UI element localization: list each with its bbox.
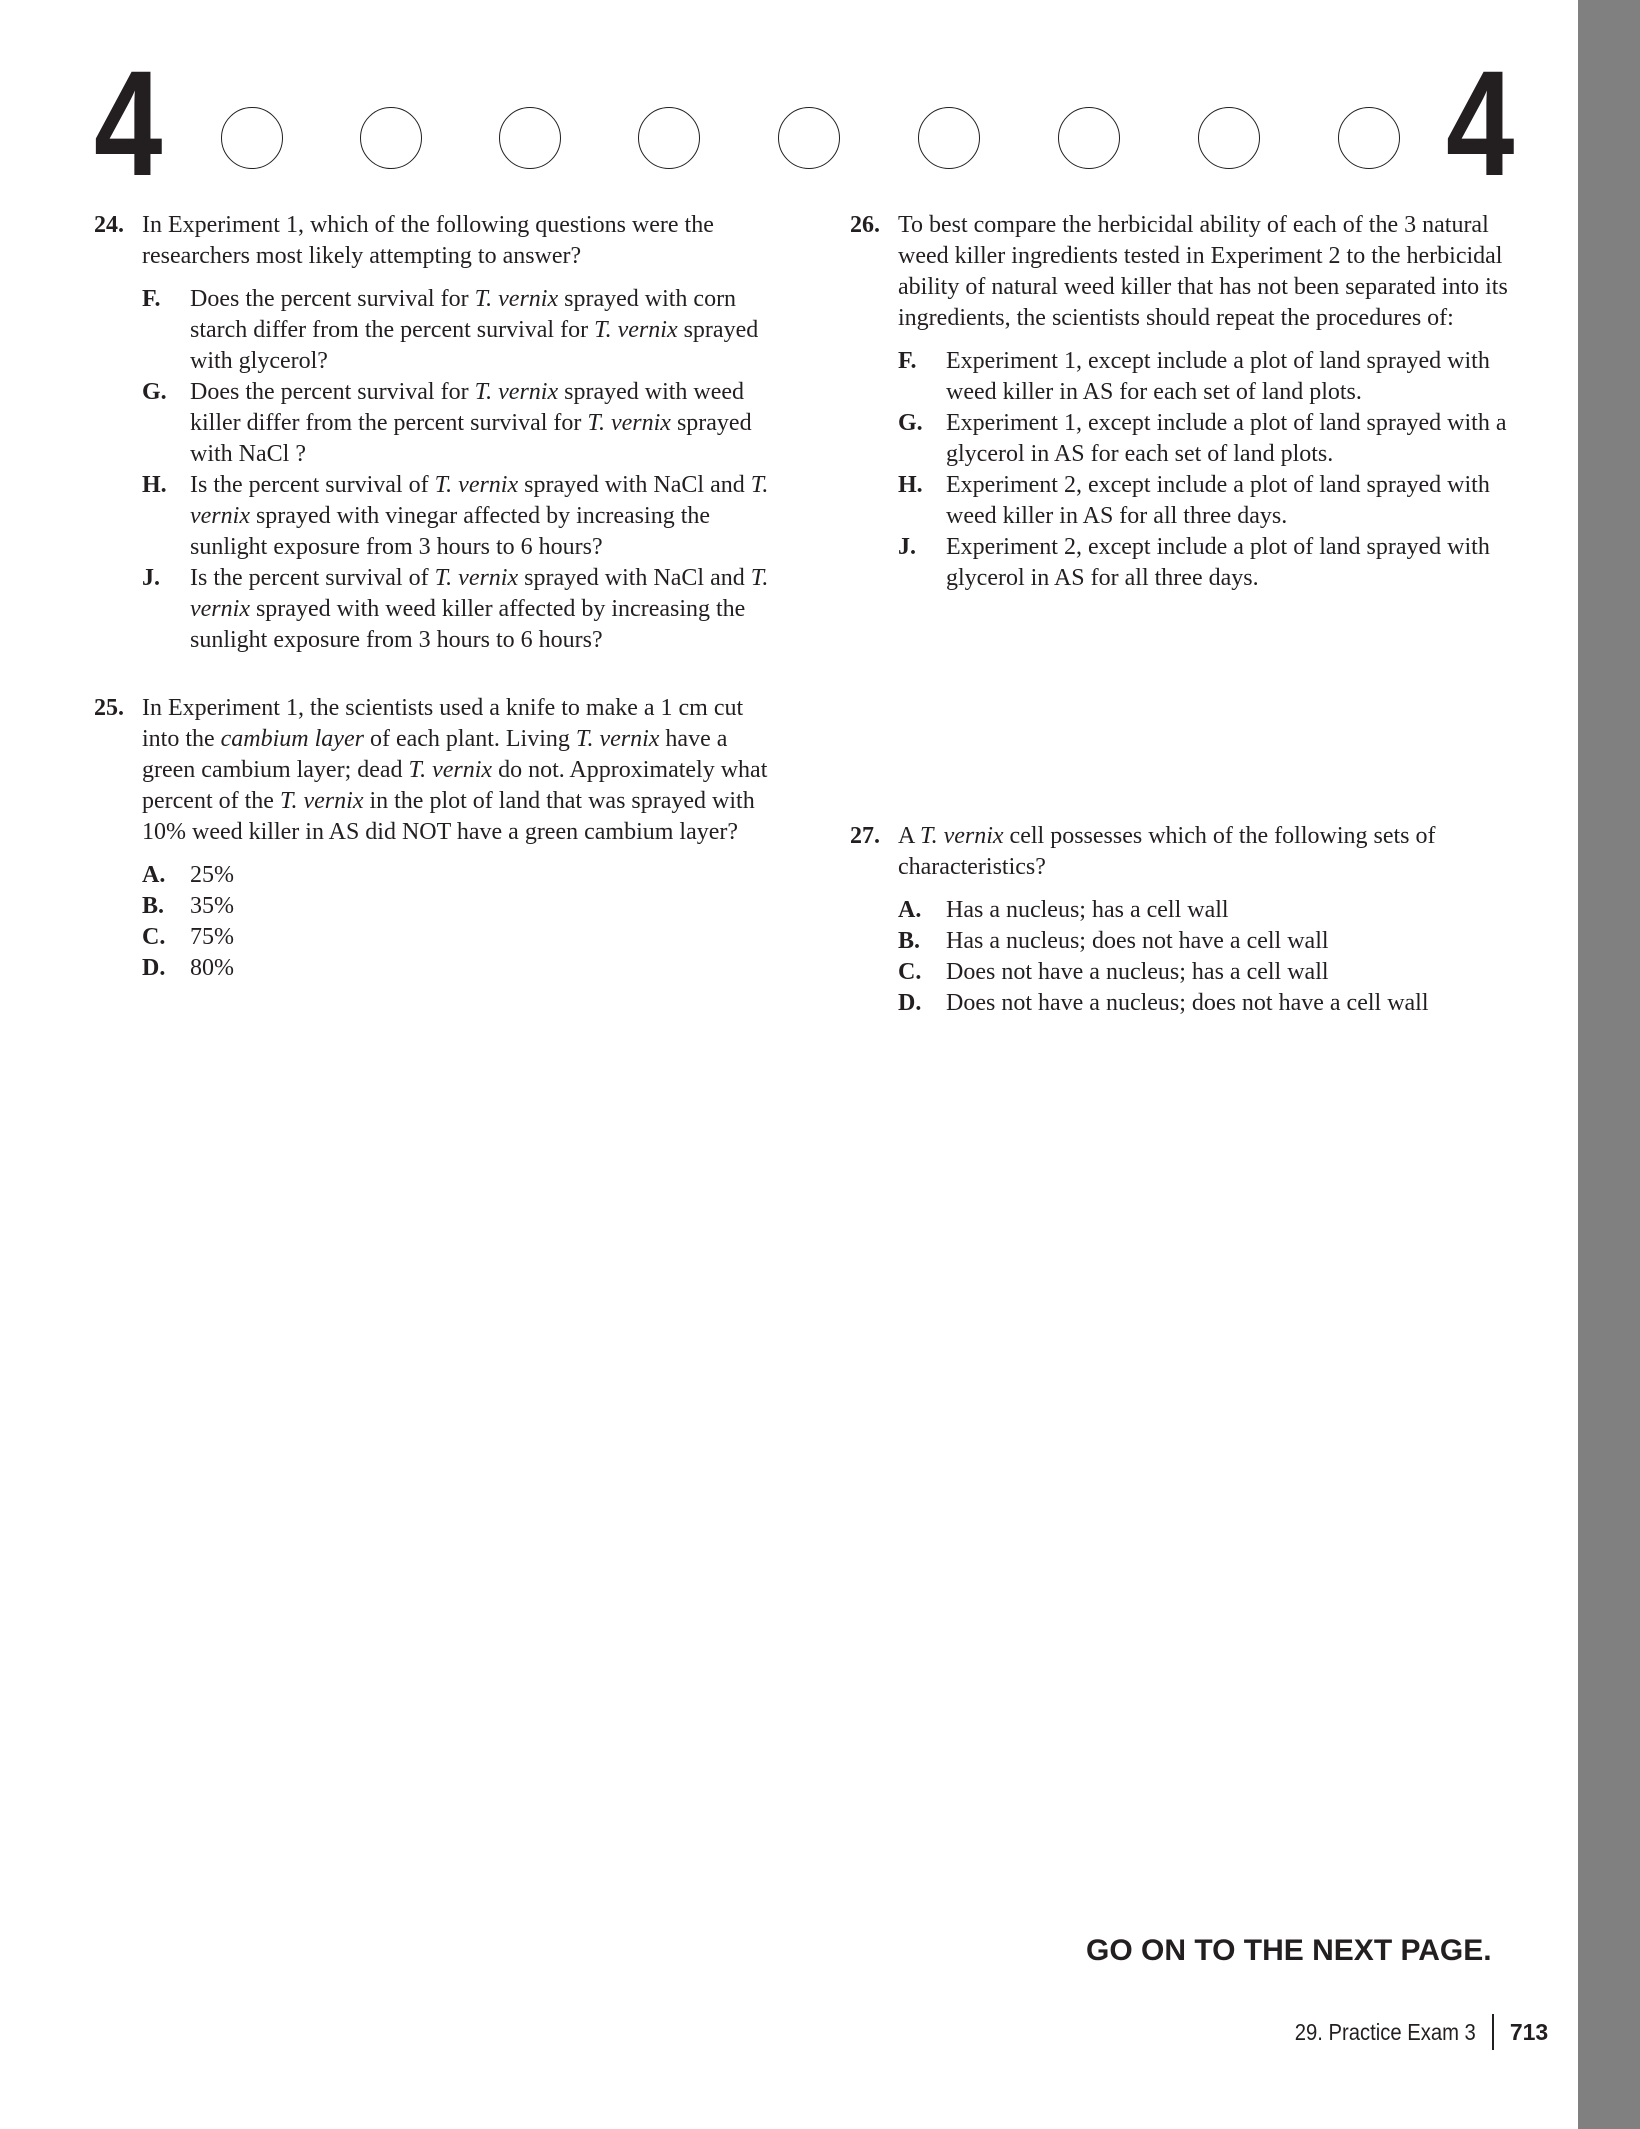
species-name: T. vernix: [474, 286, 559, 312]
question-number: 27.: [850, 823, 880, 849]
decorative-circle: [1338, 107, 1400, 169]
choice-letter: C.: [898, 959, 922, 985]
species-name: T. vernix: [920, 823, 1004, 849]
choice-text: 35%: [190, 893, 234, 919]
question-stem: In Experiment 1, which of the following questions were the researchers most likely attempting to answer?: [142, 212, 714, 269]
choice-letter: B.: [142, 893, 165, 919]
choice-letter: J.: [898, 534, 916, 560]
section-number-right: 4: [1446, 39, 1515, 207]
choice-letter: D.: [898, 990, 922, 1016]
decorative-circle: [360, 107, 422, 169]
answer-choice-f[interactable]: [850, 346, 1540, 408]
choice-text: Does not have a nucleus; does not have a cell wall: [946, 990, 1429, 1016]
species-name: T. vernix: [594, 317, 678, 343]
choice-letter: H.: [142, 472, 167, 498]
question-stem: To best compare the herbicidal ability of each of the 3 natural weed killer ingredients tested in Experiment 2 to the herbicidal ability of natural weed killer that has not been separated into its ingredients, the scientists should repeat the procedures of:: [898, 212, 1508, 331]
choice-letter: C.: [142, 924, 166, 950]
answer-choices: [94, 860, 784, 984]
choice-letter: A.: [898, 897, 922, 923]
page-number: 713: [1509, 2018, 1549, 2045]
species-name: T. vernix: [408, 757, 493, 783]
question-27: [850, 821, 1540, 1019]
answer-choice-a[interactable]: [850, 895, 1540, 926]
choice-letter: A.: [142, 862, 166, 888]
species-name: T. vernix: [434, 565, 519, 591]
choice-text: Has a nucleus; has a cell wall: [946, 897, 1229, 923]
decorative-circle: [778, 107, 840, 169]
choice-letter: D.: [142, 955, 166, 981]
choice-text: 25%: [190, 862, 234, 888]
question-number: 25.: [94, 695, 124, 721]
answer-choice-f[interactable]: F. Does the percent survival for T. vernix sprayed with corn starch differ from the percent survival for T. vernix sprayed with glycerol?: [142, 286, 759, 374]
answer-choices: [850, 346, 1540, 594]
species-name: T. vernix: [190, 565, 769, 622]
answer-choice-d[interactable]: [94, 953, 784, 984]
choice-letter: G.: [898, 410, 923, 436]
choice-text: Experiment 1, except include a plot of land sprayed with weed killer in AS for each set of land plots.: [946, 348, 1490, 405]
answer-choice-c[interactable]: [94, 922, 784, 953]
answer-choice-a[interactable]: [94, 860, 784, 891]
answer-choice-h[interactable]: [850, 470, 1540, 532]
choice-text: Experiment 2, except include a plot of land sprayed with weed killer in AS for all three days.: [946, 472, 1490, 529]
choice-text: 80%: [190, 955, 234, 981]
choice-text: Does not have a nucleus; has a cell wall: [946, 959, 1329, 985]
species-name: T. vernix: [575, 726, 660, 752]
question-stem: A T. vernix cell possesses which of the following sets of characteristics?: [898, 823, 1436, 880]
answer-choice-g[interactable]: G. Does the percent survival for T. vernix sprayed with weed killer differ from the percent survival for T. vernix sprayed with NaCl ?: [142, 379, 752, 467]
question-stem: In Experiment 1, the scientists used a knife to make a 1 cm cut into the cambium layer of each plant. Living T. vernix have a green cambium layer; dead T. vernix do not. Approximately what percent of the T. vernix in the plot of land that was sprayed with 10% weed killer in AS did NOT have a green cambium layer?: [142, 695, 768, 845]
answer-choices: [94, 284, 784, 656]
section-header: [0, 0, 1578, 207]
question-24: [94, 210, 784, 656]
answer-choice-g[interactable]: [850, 408, 1540, 470]
species-name: T. vernix: [474, 379, 559, 405]
answer-choice-d[interactable]: [850, 988, 1540, 1019]
choice-letter: F.: [142, 286, 161, 312]
go-on-next-page: GO ON TO THE NEXT PAGE.: [1086, 1934, 1492, 1967]
choice-text: Has a nucleus; does not have a cell wall: [946, 928, 1329, 954]
section-number-left: 4: [94, 39, 163, 207]
answer-choice-h[interactable]: H. Is the percent survival of T. vernix sprayed with NaCl and T. vernix sprayed with vinegar affected by increasing the sunlight exposure from 3 hours to 6 hours?: [142, 472, 769, 560]
answer-choices: [850, 895, 1540, 1019]
decorative-circle: [1058, 107, 1120, 169]
page-footer: [1270, 2014, 1548, 2050]
species-name: T. vernix: [279, 788, 364, 814]
question-number: 26.: [850, 212, 880, 238]
answer-choice-j[interactable]: [850, 532, 1540, 594]
choice-letter: J.: [142, 565, 160, 591]
answer-choice-b[interactable]: [94, 891, 784, 922]
question-number: 24.: [94, 212, 124, 238]
decorative-circle: [221, 107, 283, 169]
decorative-circle: [638, 107, 700, 169]
question-26: [850, 210, 1540, 594]
answer-choice-b[interactable]: [850, 926, 1540, 957]
choice-letter: H.: [898, 472, 923, 498]
choice-letter: G.: [142, 379, 167, 405]
footer-section-title: 29. Practice Exam 3: [1294, 2018, 1476, 2045]
species-name: T. vernix: [190, 472, 769, 529]
choice-letter: F.: [898, 348, 917, 374]
choice-text: 75%: [190, 924, 234, 950]
choice-text: Experiment 1, except include a plot of land sprayed with a glycerol in AS for each set of land plots.: [946, 410, 1507, 467]
page-edge-tab: [1578, 0, 1640, 2129]
choice-letter: B.: [898, 928, 921, 954]
species-name: T. vernix: [434, 472, 519, 498]
answer-choice-j[interactable]: J. Is the percent survival of T. vernix sprayed with NaCl and T. vernix sprayed with weed killer affected by increasing the sunlight exposure from 3 hours to 6 hours?: [142, 565, 769, 653]
decorative-circle: [499, 107, 561, 169]
question-25: [94, 693, 784, 984]
answer-choice-c[interactable]: [850, 957, 1540, 988]
term-cambium-layer: cambium layer: [220, 726, 364, 752]
species-name: T. vernix: [587, 410, 671, 436]
footer-divider: [1492, 2014, 1494, 2050]
decorative-circle: [1198, 107, 1260, 169]
choice-text: Experiment 2, except include a plot of land sprayed with glycerol in AS for all three days.: [946, 534, 1490, 591]
decorative-circle: [918, 107, 980, 169]
